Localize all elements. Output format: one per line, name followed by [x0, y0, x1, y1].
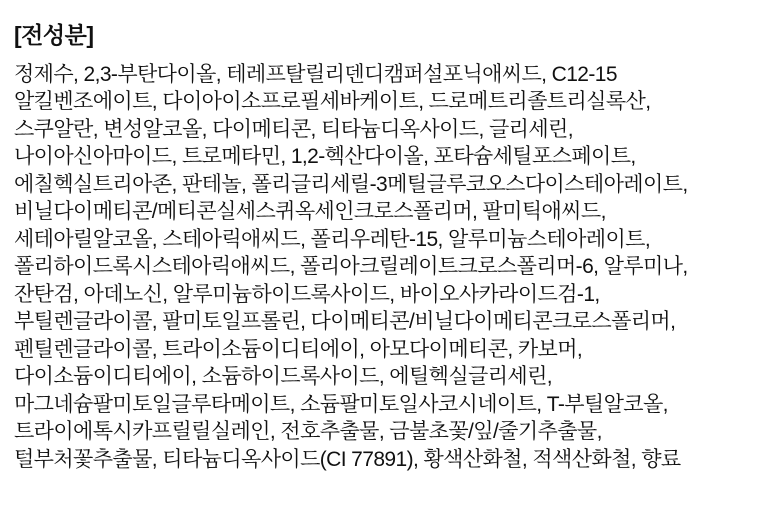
- ingredient-line: 부틸렌글라이콜, 팔미토일프롤린, 다이메티콘/비닐다이메티콘크로스폴리머,: [14, 310, 676, 334]
- ingredients-heading: [전성분]: [14, 22, 94, 48]
- ingredient-line: 펜틸렌글라이콜, 트라이소듐이디티에이, 아모다이메티콘, 카보머,: [14, 337, 583, 361]
- ingredient-line: 다이소듐이디티에이, 소듐하이드록사이드, 에틸헥실글리세린,: [14, 365, 553, 389]
- ingredient-line: 정제수, 2,3-부탄다이올, 테레프탈릴리덴디캠퍼설포닉애씨드, C12-15: [14, 62, 617, 86]
- ingredient-line: 알킬벤조에이트, 다이아이소프로필세바케이트, 드로메트리졸트리실록산,: [14, 90, 651, 114]
- ingredient-line: 에칠헥실트리아존, 판테놀, 폴리글리세릴-3메틸글루코오스다이스테아레이트,: [14, 172, 688, 196]
- ingredient-line: 비닐다이메티콘/메티콘실세스퀴옥세인크로스폴리머, 팔미틱애씨드,: [14, 200, 606, 224]
- ingredient-line: 나이아신아마이드, 트로메타민, 1,2-헥산다이올, 포타슘세틸포스페이트,: [14, 145, 636, 169]
- ingredients-list: [14, 61, 766, 474]
- ingredient-line: 트라이에톡시카프릴릴실레인, 전호추출물, 금불초꽃/잎/줄기추출물,: [14, 420, 602, 444]
- ingredient-line: 잔탄검, 아데노신, 알루미늄하이드록사이드, 바이오사카라이드검-1,: [14, 282, 600, 306]
- ingredient-line: 털부처꽃추출물, 티타늄디옥사이드(CI 77891), 황색산화철, 적색산화철, 향료: [14, 447, 681, 471]
- ingredient-line: 세테아릴알코올, 스테아릭애씨드, 폴리우레탄-15, 알루미늄스테아레이트,: [14, 227, 651, 251]
- ingredient-line: 스쿠알란, 변성알코올, 다이메티콘, 티타늄디옥사이드, 글리세린,: [14, 117, 573, 141]
- ingredient-line: 폴리하이드록시스테아릭애씨드, 폴리아크릴레이트크로스폴리머-6, 알루미나,: [14, 255, 688, 279]
- ingredient-line: 마그네슘팔미토일글루타메이트, 소듐팔미토일사코시네이트, T-부틸알코올,: [14, 392, 668, 416]
